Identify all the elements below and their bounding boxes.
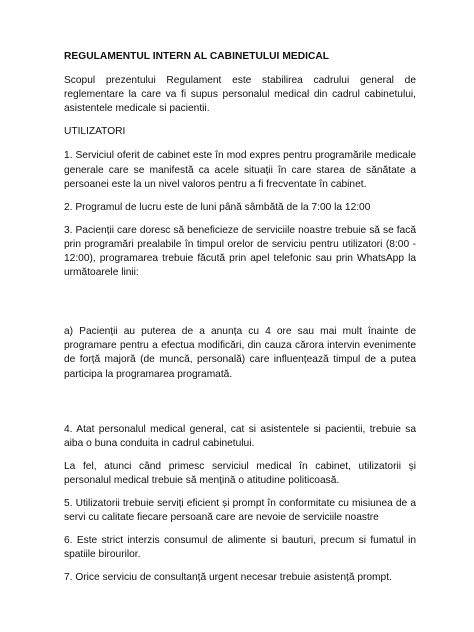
paragraph-5: 5. Utilizatorii trebuie serviți eficient și prompt în conformitate cu misiunea de a servi cu calitate fiecare persoană care are nevoie de serviciile noastre (64, 497, 416, 524)
paragraph-3a: a) Pacienții au puterea de a anunța cu 4 ore sau mai mult înainte de programare pentru a efectua modificări, din cauza cărora intervin evenimente de forță majoră (de muncă, personală) care influențează timpul de a putea participa la programarea programată. (64, 326, 416, 380)
section-heading: UTILIZATORI (64, 126, 126, 138)
paragraph-4-continued: La fel, atunci când primesc serviciul medical în cabinet, utilizatorii și personalul medical trebuie să mențină o atitudine politicoasă. (64, 460, 416, 486)
blank-gap (64, 289, 416, 325)
blank-gap (64, 391, 416, 423)
paragraph-4: 4. Atat personalul medical general, cat si asistentele si pacientii, trebuie sa aiba o buna conduita in cadrul cabinetului. (64, 423, 416, 449)
paragraph-1: 1. Serviciul oferit de cabinet este în mod expres pentru programările medicale generale care se manifestă ca acele situații în care starea de sănătate a persoanei este la un nivel valoros pentru a fi frecventate în cabinet. (64, 150, 416, 190)
paragraph-2: 2. Programul de lucru este de luni până sâmbătă de la 7:00 la 12:00 (64, 201, 371, 213)
paragraph-6: 6. Este strict interzis consumul de alimente si bauturi, precum si fumatul in spatiile birourilor. (64, 535, 416, 561)
paragraph-7: 7. Orice serviciu de consultanță urgent necesar trebuie asistență prompt. (64, 572, 392, 584)
document-body (64, 50, 416, 594)
intro-paragraph: Scopul prezentului Regulament este stabilirea cadrului general de reglementare la care va fi supus personalul medical din cadrul cabinetului, asistentele medicale si pacientii. (64, 75, 416, 115)
paragraph-3: 3. Pacienții care doresc să beneficieze de serviciile noastre trebuie să se facă prin programări prealabile în timpul orelor de serviciu pentru utilizatori (8:00 - 12:00), programarea trebuie făcută prin apel telefonic sau prin WhatsApp la următoarele linii: (64, 224, 416, 279)
document-title: REGULAMENTUL INTERN AL CABINETULUI MEDICAL (64, 51, 330, 62)
